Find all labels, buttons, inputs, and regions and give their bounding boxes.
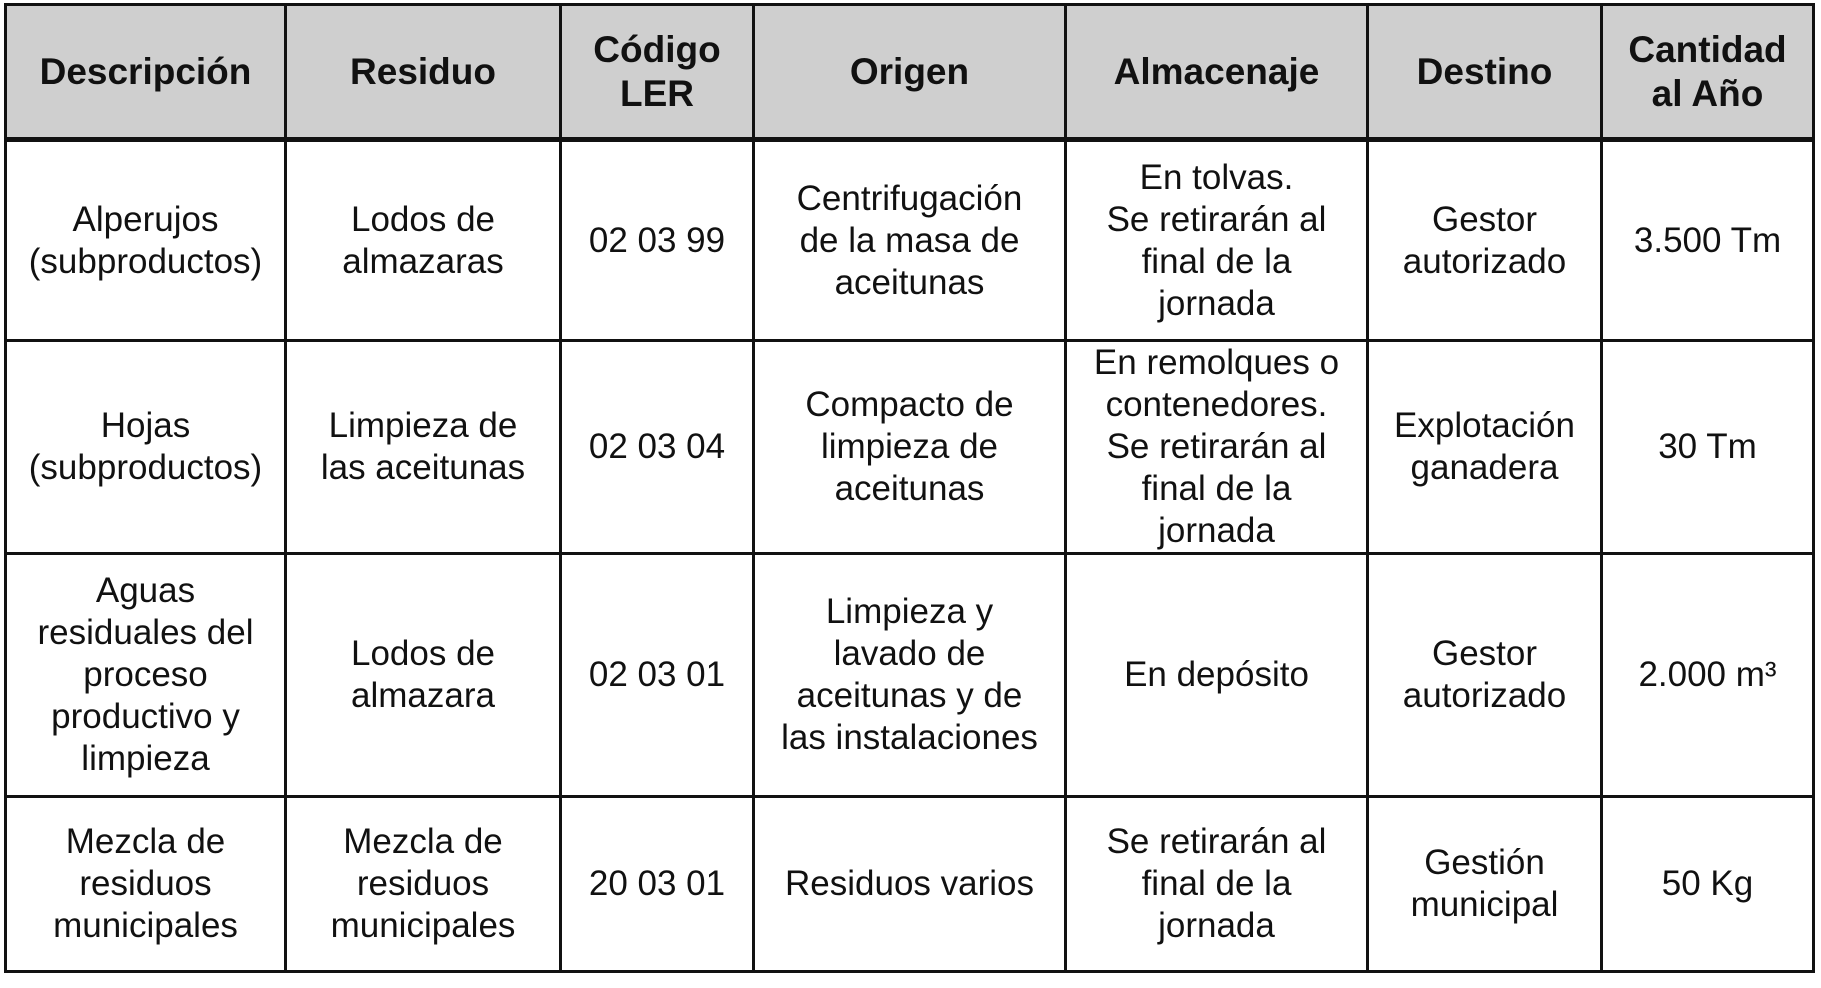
cell-destino: Gestor autorizado [1368,140,1602,341]
table-row [6,797,1814,972]
cell-codigo-ler: 02 03 04 [561,341,754,554]
table-row [6,554,1814,797]
cell-residuo: Limpieza de las aceitunas [286,341,561,554]
cell-codigo-ler: 02 03 01 [561,554,754,797]
cell-cantidad: 3.500 Tm [1602,140,1814,341]
waste-table [4,3,1815,973]
cell-origen: Centrifugación de la masa de aceitunas [754,140,1066,341]
header-destino: Destino [1368,5,1602,140]
cell-destino: Gestor autorizado [1368,554,1602,797]
table-row [6,341,1814,554]
header-residuo: Residuo [286,5,561,140]
cell-almacenaje: En remolques o contenedores. Se retirarán al final de la jornada [1066,341,1368,554]
table-header [6,5,1814,140]
cell-cantidad: 2.000 m³ [1602,554,1814,797]
cell-codigo-ler: 20 03 01 [561,797,754,972]
header-descripcion: Descripción [6,5,286,140]
cell-destino: Explotación ganadera [1368,341,1602,554]
cell-residuo: Mezcla de residuos municipales [286,797,561,972]
cell-origen: Compacto de limpieza de aceitunas [754,341,1066,554]
header-codigo-ler: Código LER [561,5,754,140]
cell-residuo: Lodos de almazara [286,554,561,797]
cell-origen: Limpieza y lavado de aceitunas y de las instalaciones [754,554,1066,797]
cell-descripcion: Aguas residuales del proceso productivo y limpieza [6,554,286,797]
cell-almacenaje: Se retirarán al final de la jornada [1066,797,1368,972]
table-row [6,140,1814,341]
cell-descripcion: Mezcla de residuos municipales [6,797,286,972]
cell-cantidad: 30 Tm [1602,341,1814,554]
header-almacenaje: Almacenaje [1066,5,1368,140]
header-cantidad: Cantidad al Año [1602,5,1814,140]
header-origen: Origen [754,5,1066,140]
cell-almacenaje: En tolvas. Se retirarán al final de la jornada [1066,140,1368,341]
header-row [6,5,1814,140]
cell-destino: Gestión municipal [1368,797,1602,972]
table-body [6,140,1814,972]
cell-residuo: Lodos de almazaras [286,140,561,341]
cell-descripcion: Hojas (subproductos) [6,341,286,554]
cell-cantidad: 50 Kg [1602,797,1814,972]
cell-origen: Residuos varios [754,797,1066,972]
cell-descripcion: Alperujos (subproductos) [6,140,286,341]
cell-codigo-ler: 02 03 99 [561,140,754,341]
cell-almacenaje: En depósito [1066,554,1368,797]
